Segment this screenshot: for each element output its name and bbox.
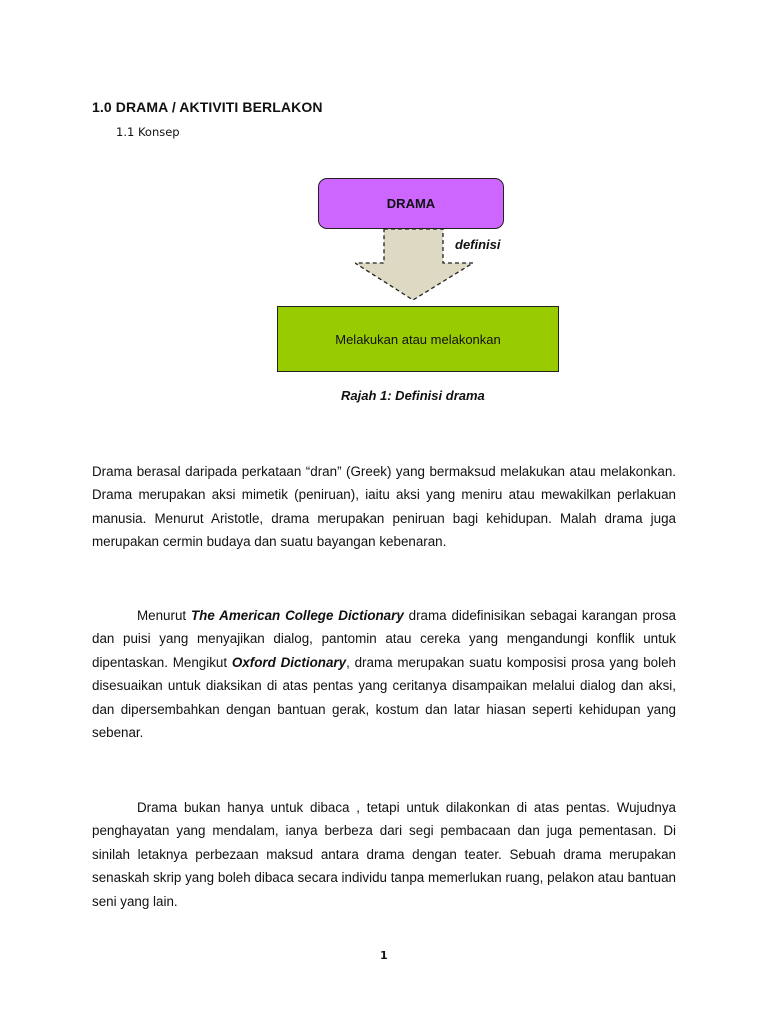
diagram-definition-box xyxy=(277,306,559,372)
source-oxford-dictionary: Oxford Dictionary xyxy=(231,654,347,670)
subsection-heading: 1.1 Konsep xyxy=(116,125,180,139)
source-american-college-dictionary: The American College Dictionary xyxy=(191,608,404,623)
figure-caption: Rajah 1: Definisi drama xyxy=(341,388,485,403)
diagram-arrow-label: definisi xyxy=(455,237,501,252)
para2-text-3: , drama merupakan suatu komposisi prosa yang boleh disesuaikan untuk diaksikan di atas pentas yang ceritanya disampaikan melalui dialog dan aksi, dan dipersembahkan dengan bantuan gerak, kostum dan latar hiasan seperti kehidupan yang sebenar. xyxy=(92,654,676,741)
paragraph-origin: Drama berasal daripada perkataan “dran” (Greek) yang bermaksud melakukan atau melakonkan. Drama merupakan aksi mimetik (peniruan), iaitu aksi yang meniru atau mewakilkan perlakuan manusia. Menurut Aristotle, drama merupakan peniruan bagi kehidupan. Malah drama juga merupakan cermin budaya dan suatu bayangan kebenaran. xyxy=(92,464,676,550)
paragraph-drama-vs-theatre: Drama bukan hanya untuk dibaca , tetapi untuk dilakonkan di atas pentas. Wujudnya penghayatan yang mendalam, ianya berbeza dari segi pembacaan dan juga pementasan. Di sinilah letaknya perbezaan maksud antara drama dengan teater. Sebuah drama merupakan senaskah skrip yang boleh dibaca secara individu tanpa memerlukan ruang, pelakon atau bantuan seni yang lain. xyxy=(92,800,676,909)
para2-text-2: drama didefinisikan sebagai karangan prosa dan puisi yang menyajikan dialog, pantomin atau cereka yang mengandungi konflik untuk dipentaskan. Mengikut xyxy=(92,608,676,670)
diagram-drama-label: DRAMA xyxy=(386,196,436,211)
diagram-definition-label: Melakukan atau melakonkan xyxy=(335,331,501,347)
section-heading: 1.0 DRAMA / AKTIVITI BERLAKON xyxy=(92,99,323,115)
paragraph-definitions xyxy=(92,604,676,744)
para2-text-1: Menurut xyxy=(137,608,191,623)
diagram-drama-box xyxy=(318,178,504,229)
page-number: 1 xyxy=(380,949,388,962)
